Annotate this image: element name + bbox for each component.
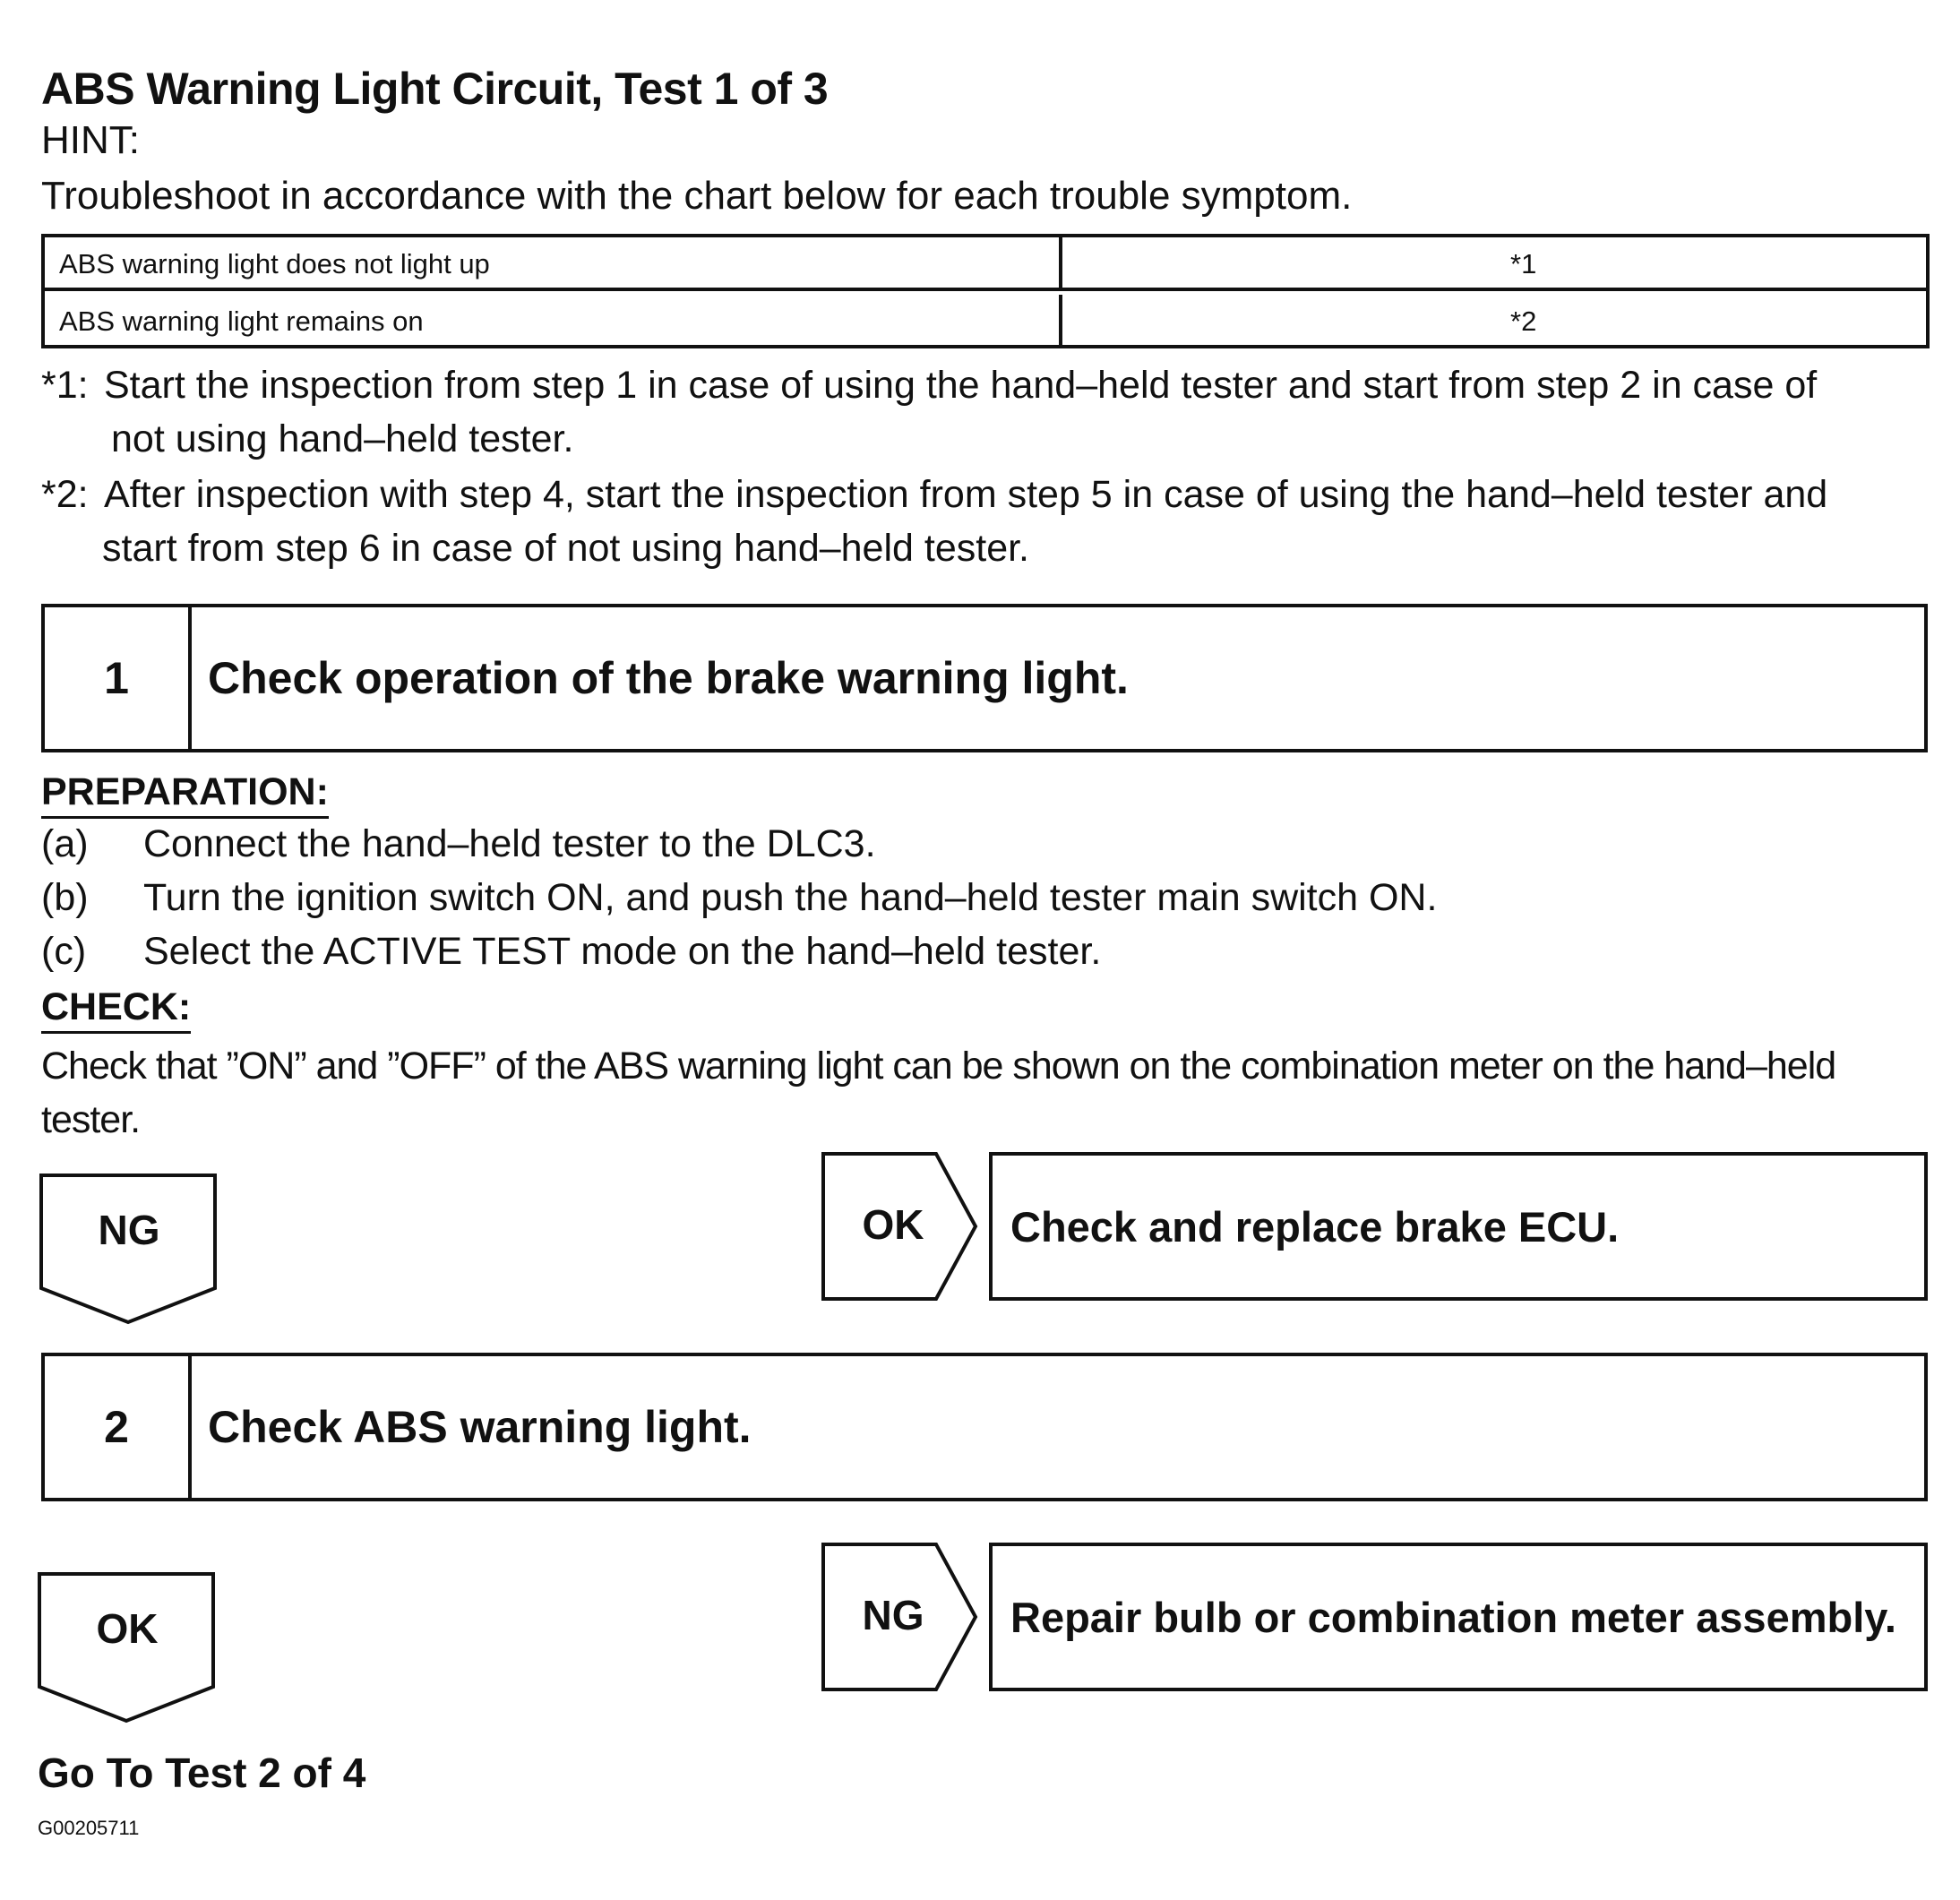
- preparation-item: [41, 822, 876, 866]
- table-row: [45, 295, 1926, 348]
- preparation-item: [41, 930, 1101, 974]
- note-mark: *1:: [41, 364, 89, 407]
- check-text: Check that ”ON” and ”OFF” of the ABS warning light can be shown on the combination meter on the hand–held tester.: [41, 1045, 1836, 1141]
- check-label: CHECK:: [41, 985, 191, 1034]
- table-row: [45, 237, 1926, 291]
- preparation-label: PREPARATION:: [41, 770, 329, 819]
- result-text: Check and replace brake ECU.: [1010, 1202, 1620, 1251]
- result-box: [989, 1543, 1928, 1691]
- reference-cell: [1059, 237, 1926, 288]
- arrow-label: OK: [96, 1605, 159, 1652]
- note-line: After inspection with step 4, start the inspection from step 5 in case of using the hand–held tester and: [104, 473, 1828, 516]
- ok-down-arrow: [38, 1572, 217, 1724]
- symptom-cell: ABS warning light remains on: [59, 305, 424, 337]
- step-title: Check ABS warning light.: [208, 1402, 752, 1452]
- note-1: [41, 358, 1931, 466]
- note-mark: *2:: [41, 473, 89, 516]
- hint-text: Troubleshoot in accordance with the chart below for each trouble symptom.: [41, 174, 1353, 218]
- figure-code: G00205711: [38, 1817, 140, 1839]
- item-text: Select the ACTIVE TEST mode on the hand–held tester.: [143, 930, 1102, 973]
- step-title: Check operation of the brake warning light.: [208, 653, 1129, 703]
- reference-mark: *1: [1510, 248, 1537, 279]
- result-text: Repair bulb or combination meter assembly.: [1010, 1593, 1896, 1641]
- arrow-label: NG: [98, 1207, 160, 1253]
- page-title: ABS Warning Light Circuit, Test 1 of 3: [41, 64, 829, 114]
- reference-cell: [1059, 295, 1926, 348]
- symptom-table: [41, 234, 1930, 348]
- arrow-label: NG: [862, 1592, 924, 1638]
- result-box: [989, 1152, 1928, 1301]
- ok-right-arrow: [821, 1150, 981, 1302]
- note-line: Start the inspection from step 1 in case of using the hand–held tester and start from step 2 in case of: [104, 364, 1818, 407]
- arrow-label: OK: [862, 1201, 924, 1248]
- item-index: (c): [41, 930, 87, 973]
- item-index: (b): [41, 876, 89, 919]
- item-text: Connect the hand–held tester to the DLC3.: [143, 822, 876, 865]
- item-text: Turn the ignition switch ON, and push the hand–held tester main switch ON.: [143, 876, 1438, 919]
- ng-right-arrow: [821, 1541, 981, 1693]
- item-index: (a): [41, 822, 89, 865]
- note-2: [41, 468, 1931, 575]
- note-line: start from step 6 in case of not using hand–held tester.: [102, 527, 1030, 570]
- step-2-box: [41, 1353, 1928, 1501]
- step-1-box: [41, 604, 1928, 752]
- hint-label: HINT:: [41, 118, 140, 162]
- step-number: 1: [45, 607, 192, 749]
- preparation-item: [41, 876, 1437, 920]
- ng-down-arrow: [39, 1174, 219, 1326]
- note-line: not using hand–held tester.: [111, 417, 574, 460]
- symptom-cell: ABS warning light does not light up: [59, 248, 490, 279]
- goto-next-test-link[interactable]: Go To Test 2 of 4: [38, 1750, 366, 1796]
- step-number: 2: [45, 1356, 192, 1498]
- reference-mark: *2: [1510, 305, 1537, 337]
